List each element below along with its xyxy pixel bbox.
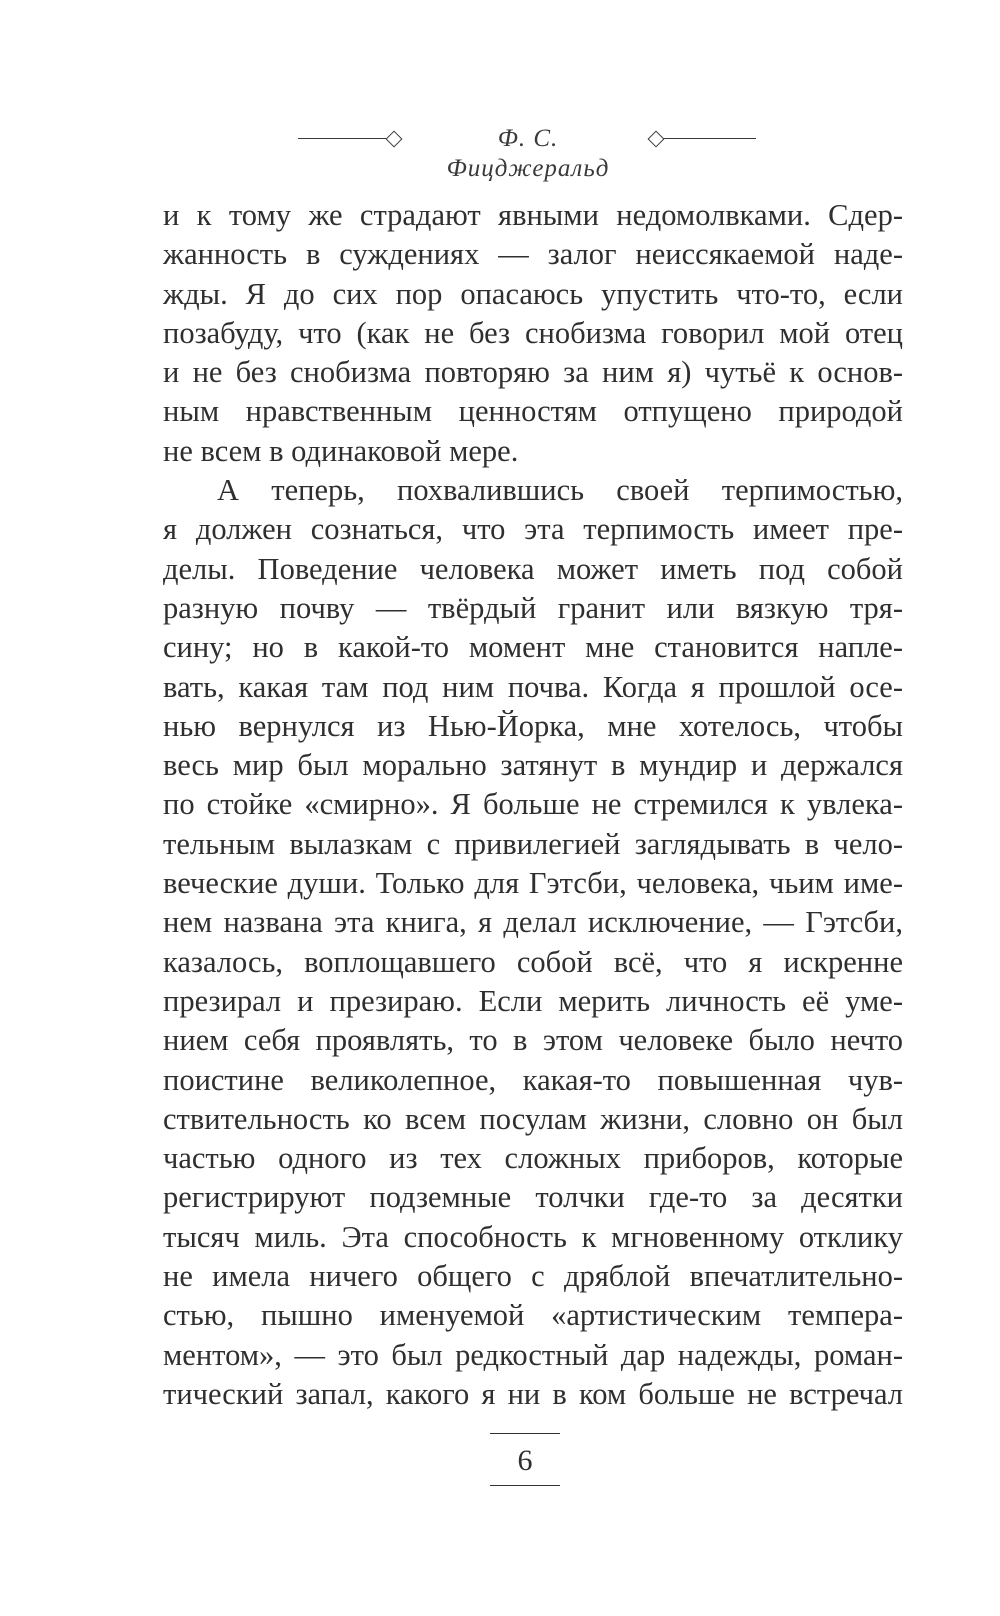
text-line: А теперь, похвалившись своей терпимостью, [217,473,903,508]
text-line: нем названа эта книга, я делал исключение, — Гэтсби, [163,905,903,940]
running-head-title: Ф. С. Фицджеральд [446,125,610,182]
text-line: тельным вылазкам с привилегией заглядывать в чело- [163,826,903,861]
text-line: тический запал, какого я ни в ком больше не встречал [163,1376,903,1411]
text-line: стью, пышно именуемой «артистическим темпера- [163,1298,903,1333]
text-line: я должен сознаться, что эта терпимость имеет пре- [163,512,903,547]
text-line: и к тому же страдают явными недомолвками. Сдер- [163,198,903,232]
text-line: ментом», — это был редкостный дар надежды, роман- [163,1337,903,1372]
body-text [163,196,903,1414]
text-line: не всем в одинаковой мере. [163,433,519,468]
text-line: ствительность ко всем посулам жизни, словно он был [163,1101,903,1136]
divider [490,1433,560,1434]
text-line: и не без снобизма повторяю за ним я) чутьё к основ- [163,355,903,390]
text-line: нием себя проявлять, то в этом человеке было нечто [163,1023,903,1058]
text-line: по стойке «смирно». Я больше не стремился к увлека- [163,787,903,822]
text-line: презирал и презираю. Если мерить личность её уме- [163,983,903,1018]
text-line: поистине великолепное, какая-то повышенная чув- [163,1062,903,1097]
text-line: жанность в суждениях — залог неиссякаемой наде- [163,237,903,272]
text-line: разную почву — твёрдый гранит или вязкую тря- [163,590,903,625]
text-line: веческие души. Только для Гэтсби, человека, чьим име- [163,866,903,901]
text-line: ным нравственным ценностям отпущено природой [163,394,903,429]
running-head [0,124,1000,182]
text-line: частью одного из тех сложных приборов, которые [163,1141,903,1176]
ornament-rule-icon [652,138,756,139]
text-line: нью вернулся из Нью-Йорка, мне хотелось, чтобы [163,708,903,743]
text-line: не имела ничего общего с дряблой впечатлительно- [163,1259,903,1294]
text-line: делы. Поведение человека может иметь под собой [163,551,903,586]
text-line: вать, какая там под ним почва. Когда я прошлой осе- [163,669,903,704]
text-line: весь мир был морально затянут в мундир и держался [163,748,903,783]
text-line: казалось, воплощавшего собой всё, что я искренне [163,944,903,979]
divider [490,1485,560,1486]
text-line: позабуду, что (как не без снобизма говорил мой отец [163,315,903,350]
text-line: сину; но в какой-то момент мне становится напле- [163,630,903,665]
page-number-block [490,1433,560,1503]
text-line: регистрируют подземные толчки где-то за десятки [163,1180,903,1215]
text-line: жды. Я до сих пор опасаюсь упустить что-то, если [163,276,903,311]
ornament-rule-icon [298,138,398,139]
text-line: тысяч миль. Эта способность к мгновенному отклику [163,1219,903,1254]
page-number: 6 [517,1444,533,1477]
